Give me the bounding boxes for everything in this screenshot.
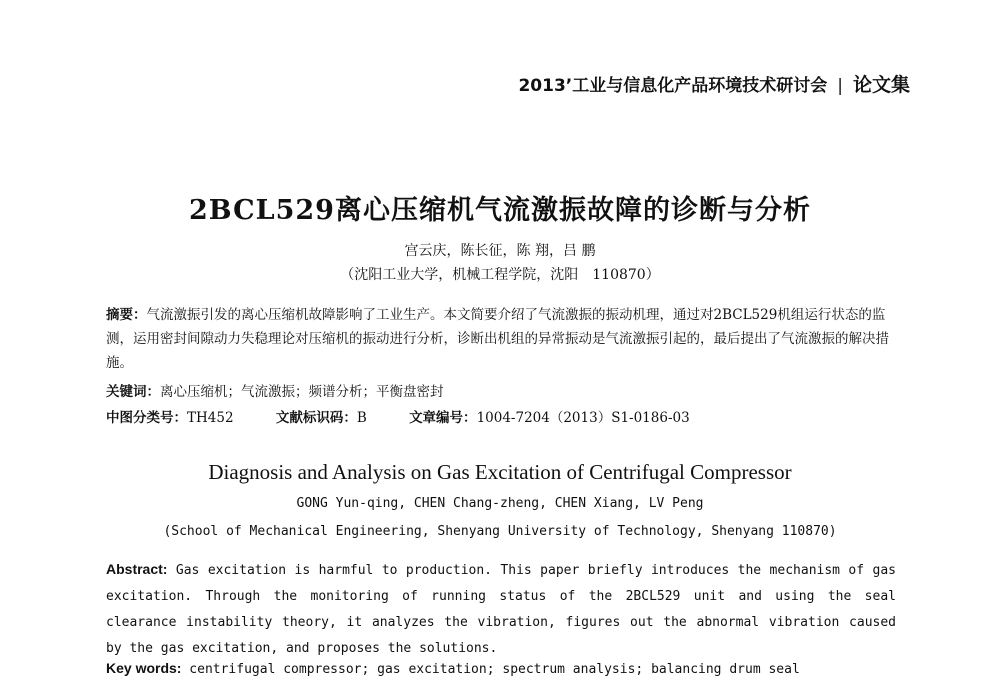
conference-name: 2013’工业与信息化产品环境技术研讨会 bbox=[518, 76, 828, 96]
header-separator: | bbox=[837, 76, 843, 96]
doc-code-value: B bbox=[356, 410, 367, 426]
abstract-label-en: Abstract: bbox=[106, 561, 168, 577]
affiliation-cn: （沈阳工业大学，机械工程学院，沈阳 110870） bbox=[340, 267, 660, 283]
clc-value: TH452 bbox=[187, 410, 234, 426]
article-number bbox=[409, 410, 690, 426]
authors-en: GONG Yun-qing, CHEN Chang-zheng, CHEN Xiang, LV Peng bbox=[296, 496, 704, 511]
keywords-label-cn: 关键词： bbox=[106, 384, 160, 400]
keywords-en bbox=[106, 660, 800, 677]
affiliation-en: (School of Mechanical Engineering, Shenyang University of Technology, Shenyang 110870) bbox=[163, 524, 837, 539]
document-code bbox=[276, 410, 367, 426]
collection-label: 论文集 bbox=[852, 74, 910, 96]
abstract-cn bbox=[106, 303, 896, 375]
paper-title-en: Diagnosis and Analysis on Gas Excitation of Centrifugal Compressor bbox=[208, 460, 792, 484]
clc-number bbox=[106, 410, 234, 426]
abstract-text-en: Gas excitation is harmful to production. This paper briefly introduces the mechanism of gas excitation. Through the monitoring of running status of the 2BCL529 unit and using the seal clearance instability theory, it analyzes the vibration, figures out the abnormal vibration caused by the gas excitation, and proposes the solutions. bbox=[106, 563, 896, 656]
abstract-text-cn: 气流激振引发的离心压缩机故障影响了工业生产。本文简要介绍了气流激振的振动机理，通过对2BCL529机组运行状态的监测，运用密封间隙动力失稳理论对压缩机的振动进行分析，诊断出机组的异常振动是气流激振引起的，最后提出了气流激振的解决措施。 bbox=[106, 307, 889, 371]
keywords-label-en: Key words: bbox=[106, 660, 182, 676]
article-no-value: 1004-7204（2013）S1-0186-03 bbox=[476, 410, 690, 426]
keywords-text-en: centrifugal compressor; gas excitation; spectrum analysis; balancing drum seal bbox=[189, 662, 800, 677]
classification-line bbox=[106, 406, 690, 426]
paper-title-cn: 2BCL529离心压缩机气流激振故障的诊断与分析 bbox=[189, 195, 811, 226]
keywords-text-cn: 离心压缩机；气流激振；频谱分析；平衡盘密封 bbox=[160, 384, 444, 400]
running-header bbox=[518, 70, 910, 97]
doc-code-label: 文献标识码： bbox=[275, 410, 357, 426]
article-no-label: 文章编号： bbox=[409, 410, 477, 426]
abstract-label-cn: 摘要： bbox=[106, 307, 147, 323]
clc-label: 中图分类号： bbox=[106, 410, 187, 426]
keywords-cn bbox=[106, 380, 444, 400]
authors-cn: 宫云庆，陈长征，陈 翔，吕 鹏 bbox=[404, 243, 596, 259]
abstract-en bbox=[106, 556, 896, 662]
